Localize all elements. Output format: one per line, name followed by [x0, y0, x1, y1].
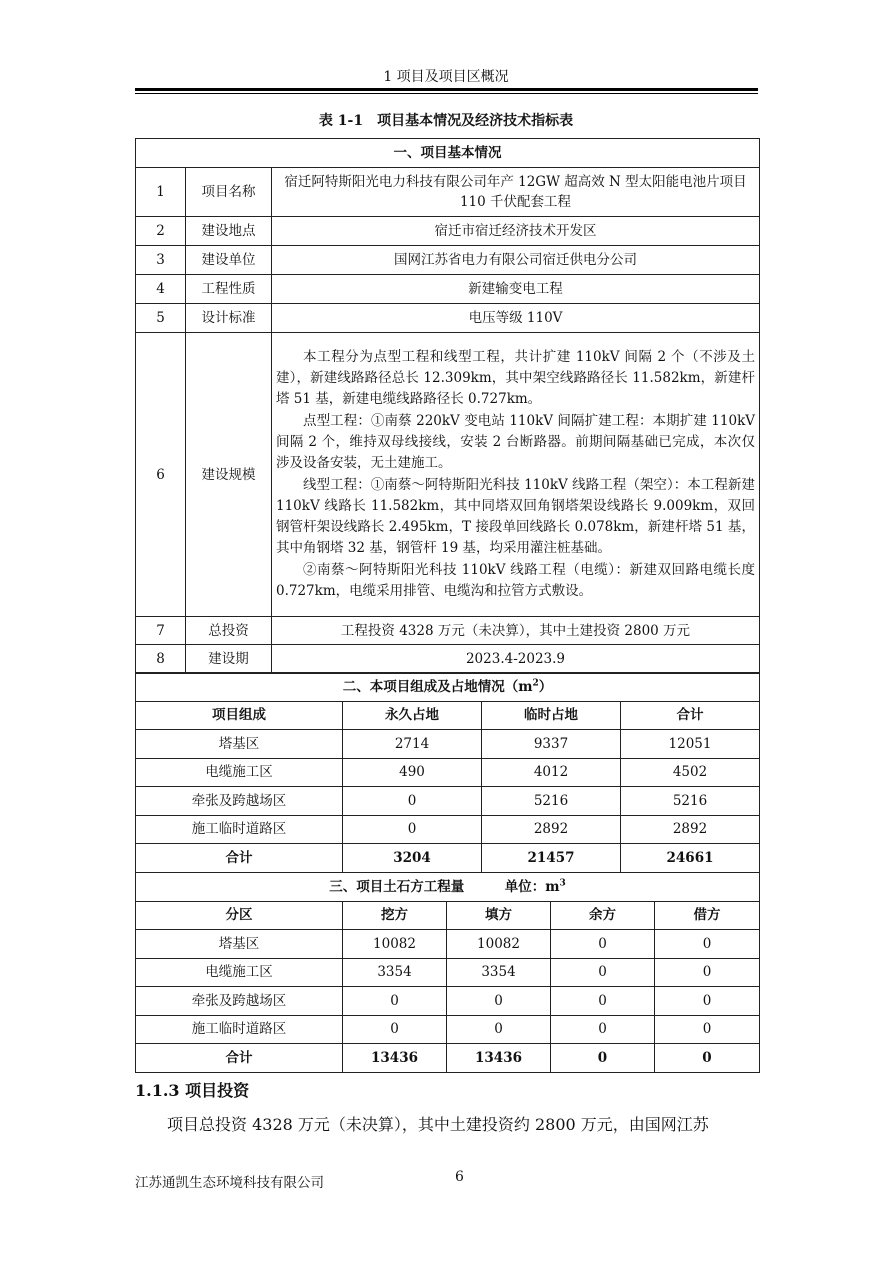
cell: 4502: [621, 758, 760, 787]
row-no: 6: [136, 333, 186, 617]
column-header: 填方: [447, 901, 551, 930]
table-row: [136, 987, 760, 1016]
column-header: 借方: [655, 901, 760, 930]
row-no: 1: [136, 168, 186, 217]
section2-title-text: 二、本项目组成及占地情况（m: [342, 678, 533, 695]
row-no: 3: [136, 246, 186, 275]
section2-title-sup: 2: [532, 678, 539, 689]
land-occupation-table: [135, 672, 760, 873]
row-label: 工程性质: [186, 275, 272, 304]
cell: 合计: [136, 1044, 343, 1073]
cell: 4012: [482, 758, 621, 787]
section3-title-text: 三、项目土石方工程量: [329, 878, 465, 895]
table-row: [136, 815, 760, 844]
cell: 13436: [343, 1044, 447, 1073]
cell: 电缆施工区: [136, 958, 343, 987]
table-row: [136, 1015, 760, 1044]
column-header: 分区: [136, 901, 343, 930]
cell: 0: [551, 1044, 655, 1073]
cell: 0: [551, 958, 655, 987]
table-row: [136, 246, 760, 275]
cell: 12051: [621, 730, 760, 759]
cell: 0: [655, 958, 760, 987]
table-row: [136, 217, 760, 246]
section2-title-end: ）: [538, 678, 553, 695]
scale-paragraph: 本工程分为点型工程和线型工程，共计扩建 110kV 间隔 2 个（不涉及土建），新建线路路径总长 12.309km，其中架空线路路径长 11.582km，新建杆塔 51 基，新建电缆线路路径长 0.727km。: [276, 348, 755, 408]
table-row: [136, 275, 760, 304]
section2-title: [136, 673, 760, 702]
table-row: [136, 730, 760, 759]
table-row: [136, 333, 760, 617]
column-header: 项目组成: [136, 701, 343, 730]
row-label: 建设地点: [186, 217, 272, 246]
row-label: 项目名称: [186, 168, 272, 217]
section1-title: 一、项目基本情况: [136, 139, 760, 168]
column-header: 永久占地: [343, 701, 482, 730]
cell: 合计: [136, 844, 343, 873]
row-no: 8: [136, 645, 186, 674]
cell: 13436: [447, 1044, 551, 1073]
table-row: [136, 617, 760, 645]
column-header: 挖方: [343, 901, 447, 930]
cell: 5216: [482, 787, 621, 816]
cell: 0: [343, 815, 482, 844]
cell: 10082: [447, 930, 551, 959]
cell: 2892: [482, 815, 621, 844]
cell: 塔基区: [136, 930, 343, 959]
row-value: 国网江苏省电力有限公司宿迁供电分公司: [272, 246, 760, 275]
column-header: 余方: [551, 901, 655, 930]
running-header: 1 项目及项目区概况: [383, 69, 509, 85]
section3-title: [136, 873, 760, 902]
column-header: 临时占地: [482, 701, 621, 730]
cell: 0: [447, 987, 551, 1016]
cell: 3354: [447, 958, 551, 987]
cell: 牵张及跨越场区: [136, 787, 343, 816]
table-row: [136, 304, 760, 333]
header-rule-thin: [135, 93, 758, 94]
table-row: [136, 787, 760, 816]
row-label: 总投资: [186, 617, 272, 645]
cell: 0: [343, 787, 482, 816]
header-row: [136, 701, 760, 730]
cell: 2714: [343, 730, 482, 759]
table-row: [136, 168, 760, 217]
header-row: [136, 901, 760, 930]
cell: 21457: [482, 844, 621, 873]
scale-paragraph: ②南蔡～阿特斯阳光科技 110kV 线路工程（电缆）：新建双回路电缆长度 0.727km，电缆采用排管、电缆沟和拉管方式敷设。: [276, 561, 755, 599]
earthwork-table: [135, 872, 760, 1073]
row-value: 宿迁市宿迁经济技术开发区: [272, 217, 760, 246]
construction-scale-text: [272, 333, 760, 617]
row-no: 7: [136, 617, 186, 645]
cell: 490: [343, 758, 482, 787]
section-heading: 1.1.3 项目投资: [135, 1081, 250, 1100]
table-row: [136, 958, 760, 987]
column-header: 合计: [621, 701, 760, 730]
table-row: [136, 645, 760, 674]
row-label: 建设单位: [186, 246, 272, 275]
row-label: 建设规模: [186, 333, 272, 617]
page-number: 6: [455, 1169, 464, 1185]
row-value: 电压等级 110V: [272, 304, 760, 333]
cell: 5216: [621, 787, 760, 816]
footer-company: 江苏通凯生态环境科技有限公司: [135, 1175, 324, 1191]
table-row: [136, 758, 760, 787]
cell: 牵张及跨越场区: [136, 987, 343, 1016]
cell: 0: [655, 987, 760, 1016]
cell: 24661: [621, 844, 760, 873]
row-label: 建设期: [186, 645, 272, 674]
header-rule-thick: [135, 88, 758, 91]
cell: 0: [447, 1015, 551, 1044]
row-value: 工程投资 4328 万元（未决算），其中土建投资 2800 万元: [272, 617, 760, 645]
cell: 0: [551, 1015, 655, 1044]
section3-unit: 单位：m: [504, 878, 560, 895]
cell: 0: [551, 987, 655, 1016]
scale-paragraph: 点型工程：①南蔡 220kV 变电站 110kV 间隔扩建工程：本期扩建 110kV 间隔 2 个，维持双母线接线，安装 2 台断路器。前期间隔基础已完成，本次仅涉及设备安装，无土建施工。: [276, 412, 755, 472]
cell: 电缆施工区: [136, 758, 343, 787]
cell: 0: [655, 930, 760, 959]
cell: 施工临时道路区: [136, 815, 343, 844]
cell: 施工临时道路区: [136, 1015, 343, 1044]
table-caption: 表 1-1 项目基本情况及经济技术指标表: [318, 113, 574, 129]
cell: 2892: [621, 815, 760, 844]
row-no: 5: [136, 304, 186, 333]
row-label: 设计标准: [186, 304, 272, 333]
scale-paragraph: 线型工程：①南蔡～阿特斯阳光科技 110kV 线路工程（架空）：本工程新建 110kV 线路长 11.582km，其中同塔双回角钢塔架设线路长 9.009km，双回钢管杆架设线路长 2.495km，T 接段单回线路长 0.078km，新建杆塔 51 基，其中角钢塔 32 基，钢管杆 19 基，均采用灌注桩基础。: [276, 476, 755, 557]
total-row: [136, 1044, 760, 1073]
row-value: 新建输变电工程: [272, 275, 760, 304]
row-value: 宿迁阿特斯阳光电力科技有限公司年产 12GW 超高效 N 型太阳能电池片项目 110 千伏配套工程: [272, 168, 760, 217]
cell: 0: [343, 987, 447, 1016]
row-value: 2023.4-2023.9: [272, 645, 760, 674]
section3-unit-sup: 3: [559, 878, 566, 889]
cell: 0: [551, 930, 655, 959]
body-paragraph: 项目总投资 4328 万元（未决算），其中土建投资约 2800 万元，由国网江苏: [167, 1115, 709, 1134]
row-no: 2: [136, 217, 186, 246]
cell: 10082: [343, 930, 447, 959]
cell: 3204: [343, 844, 482, 873]
cell: 0: [343, 1015, 447, 1044]
cell: 塔基区: [136, 730, 343, 759]
cell: 0: [655, 1015, 760, 1044]
table-row: [136, 930, 760, 959]
cell: 9337: [482, 730, 621, 759]
total-row: [136, 844, 760, 873]
cell: 0: [655, 1044, 760, 1073]
cell: 3354: [343, 958, 447, 987]
row-no: 4: [136, 275, 186, 304]
basic-info-table: [135, 138, 760, 674]
